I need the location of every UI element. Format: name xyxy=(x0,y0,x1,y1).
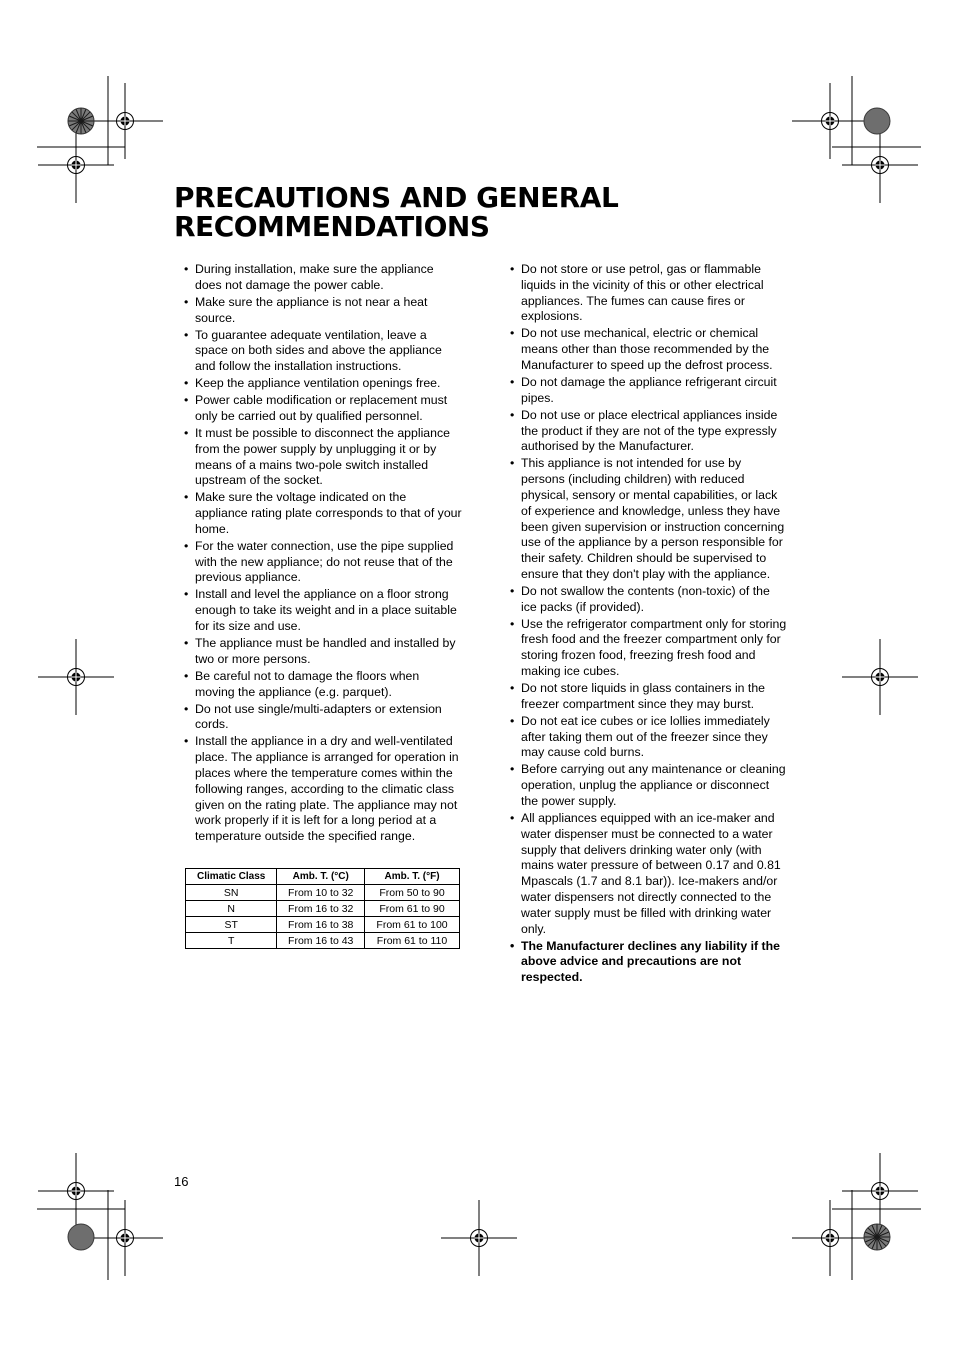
list-item: • Do not use single/multi-adapters or extension cords. xyxy=(184,702,462,734)
table-header-cell: Climatic Class xyxy=(186,869,277,885)
table-header-cell: Amb. T. (°C) xyxy=(277,869,365,885)
page-title xyxy=(174,183,734,241)
list-item: • Do not damage the appliance refrigerant circuit pipes. xyxy=(510,375,788,407)
list-item: • Do not store liquids in glass containers in the freezer compartment since they may burst. xyxy=(510,681,788,713)
table-cell: From 50 to 90 xyxy=(365,885,460,901)
list-item: • Make sure the voltage indicated on the appliance rating plate corresponds to that of your home. xyxy=(184,490,462,537)
table-row xyxy=(186,933,460,949)
page-title-line-2: RECOMMENDATIONS xyxy=(174,210,490,243)
table-row xyxy=(186,901,460,917)
table-cell: From 16 to 32 xyxy=(277,901,365,917)
precautions-list-left xyxy=(184,262,462,846)
list-item: • Be careful not to damage the floors when moving the appliance (e.g. parquet). xyxy=(184,669,462,701)
list-item: • Do not swallow the contents (non-toxic) of the ice packs (if provided). xyxy=(510,584,788,616)
list-item: • For the water connection, use the pipe supplied with the new appliance; do not reuse that of the previous appliance. xyxy=(184,539,462,586)
table-cell: N xyxy=(186,901,277,917)
table-header-cell: Amb. T. (°F) xyxy=(365,869,460,885)
table-cell: From 61 to 110 xyxy=(365,933,460,949)
table-cell: From 16 to 38 xyxy=(277,917,365,933)
list-item: • All appliances equipped with an ice-maker and water dispenser must be connected to a water supply that delivers drinking water only (with mains water pressure of between 0.17 and 0.81 Mpascals (1.7 and 8.1 bar)). Ice-makers and/or water dispensers not directly connected to the water supply must be filled with drinking water only. xyxy=(510,811,788,937)
list-item: • To guarantee adequate ventilation, leave a space on both sides and above the appliance and follow the installation instructions. xyxy=(184,328,462,375)
list-item: • Keep the appliance ventilation openings free. xyxy=(184,376,462,392)
list-item: • The appliance must be handled and installed by two or more persons. xyxy=(184,636,462,668)
list-item: • Power cable modification or replacement must only be carried out by qualified personnel. xyxy=(184,393,462,425)
table-cell: From 61 to 100 xyxy=(365,917,460,933)
table-row xyxy=(186,917,460,933)
list-item: • It must be possible to disconnect the appliance from the power supply by unplugging it or by means of a mains two-pole switch installed upstream of the socket. xyxy=(184,426,462,489)
list-item: • During installation, make sure the appliance does not damage the power cable. xyxy=(184,262,462,294)
list-item: • Do not eat ice cubes or ice lollies immediately after taking them out of the freezer since they may cause cold burns. xyxy=(510,714,788,761)
precautions-list-right xyxy=(510,262,788,987)
table-cell: SN xyxy=(186,885,277,901)
list-item: • Before carrying out any maintenance or cleaning operation, unplug the appliance or disconnect the power supply. xyxy=(510,762,788,809)
table-cell: From 10 to 32 xyxy=(277,885,365,901)
page-number: 16 xyxy=(174,1174,189,1189)
list-item: • Do not use mechanical, electric or chemical means other than those recommended by the Manufacturer to speed up the defrost process. xyxy=(510,326,788,373)
table-cell: From 61 to 90 xyxy=(365,901,460,917)
liability-disclaimer: • The Manufacturer declines any liability if the above advice and precautions are not respected. xyxy=(510,939,788,986)
list-item: • Use the refrigerator compartment only for storing fresh food and the freezer compartment only for storing frozen food, freezing fresh food and making ice cubes. xyxy=(510,617,788,680)
list-item: • Do not store or use petrol, gas or flammable liquids in the vicinity of this or other electrical appliances. The fumes can cause fires or explosions. xyxy=(510,262,788,325)
list-item: • Do not use or place electrical appliances inside the product if they are not of the type expressly authorised by the Manufacturer. xyxy=(510,408,788,455)
climatic-class-table xyxy=(185,868,460,949)
table-cell: ST xyxy=(186,917,277,933)
page-title-line-1: PRECAUTIONS AND GENERAL xyxy=(174,181,619,214)
table-header-row xyxy=(186,869,460,885)
list-item: • Install and level the appliance on a floor strong enough to take its weight and in a place suitable for its size and use. xyxy=(184,587,462,634)
table-cell: T xyxy=(186,933,277,949)
list-item: • This appliance is not intended for use by persons (including children) with reduced physical, sensory or mental capabilities, or lack of experience and knowledge, unless they have been given supervision or instruction concerning use of the appliance by a person responsible for their safety. Children should be supervised to ensure that they don't play with the appliance. xyxy=(510,456,788,582)
list-item: • Install the appliance in a dry and well-ventilated place. The appliance is arranged for operation in places where the temperature comes within the following ranges, according to the climatic class given on the rating plate. The appliance may not work properly if it is left for a long period at a temperature outside the specified range. xyxy=(184,734,462,845)
list-item: • Make sure the appliance is not near a heat source. xyxy=(184,295,462,327)
table-row xyxy=(186,885,460,901)
table-cell: From 16 to 43 xyxy=(277,933,365,949)
